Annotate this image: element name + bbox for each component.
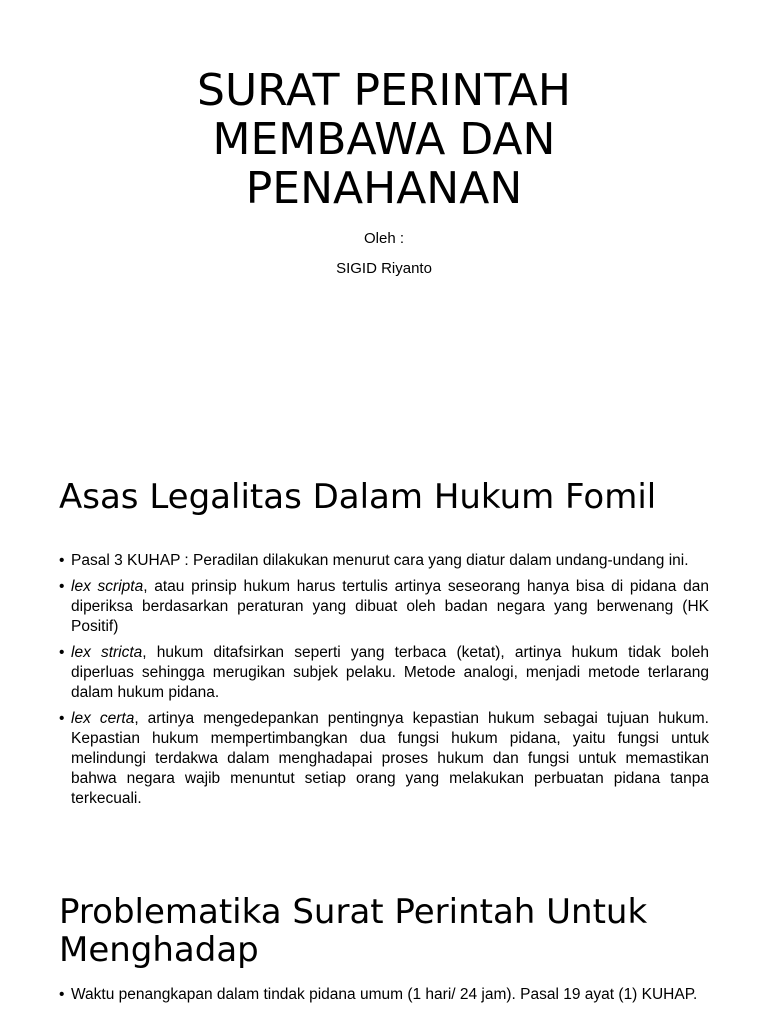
author-name: SIGID Riyanto xyxy=(336,260,432,277)
slide-title xyxy=(0,66,768,213)
heading-line-2: Menghadap xyxy=(59,930,259,970)
bullet-item xyxy=(59,551,709,571)
heading-line-1: Problematika Surat Perintah Untuk xyxy=(59,892,648,932)
bullet-text: , atau prinsip hukum harus tertulis artinya seseorang hanya bisa di pidana dan diperiksa berdasarkan peraturan yang dibuat oleh badan negara yang berwenang (HK Positif) xyxy=(71,578,709,635)
bullet-text: Waktu penangkapan dalam tindak pidana umum (1 hari/ 24 jam). Pasal 19 ayat (1) KUHAP. xyxy=(71,986,698,1003)
bullet-text: , artinya mengedepankan pentingnya kepastian hukum sebagai tujuan hukum. Kepastian hukum mempertimbangkan dua fungsi hukum pidana, yaitu fungsi untuk melindungi terdakwa dalam menghadapai proses hukum dan fungsi untuk memastikan bahwa negara wajib menuntut setiap orang yang melakukan perbuatan pidana tanpa terkecuali. xyxy=(71,710,709,807)
content-slide-problematika xyxy=(0,858,768,1024)
bullet-list xyxy=(59,551,709,815)
title-line-3: PENAHANAN xyxy=(245,163,523,214)
bullet-item xyxy=(59,577,709,637)
bullet-term: lex scripta xyxy=(71,578,144,595)
bullet-text: Pasal 3 KUHAP : Peradilan dilakukan menurut cara yang diatur dalam undang-undang ini. xyxy=(71,552,689,569)
content-slide-asas-legalitas xyxy=(0,448,768,858)
bullet-item xyxy=(59,985,709,1005)
title-line-2: MEMBAWA DAN xyxy=(212,114,556,165)
bullet-term: lex stricta xyxy=(71,644,143,661)
bullet-term: lex certa xyxy=(71,710,135,727)
bullet-text: , hukum ditafsirkan seperti yang terbaca (ketat), artinya hukum tidak boleh diperluas sehingga merugikan subjek pelaku. Metode analogi, menjadi metode terlarang dalam hukum pidana. xyxy=(71,644,709,701)
by-label: Oleh : xyxy=(363,230,405,247)
bullet-item xyxy=(59,709,709,809)
slide-heading: Asas Legalitas Dalam Hukum Fomil xyxy=(59,477,657,517)
bullet-list xyxy=(59,985,709,1011)
bullet-item xyxy=(59,643,709,703)
slide-heading xyxy=(59,893,647,969)
title-slide xyxy=(0,0,768,448)
title-line-1: SURAT PERINTAH xyxy=(197,65,571,116)
